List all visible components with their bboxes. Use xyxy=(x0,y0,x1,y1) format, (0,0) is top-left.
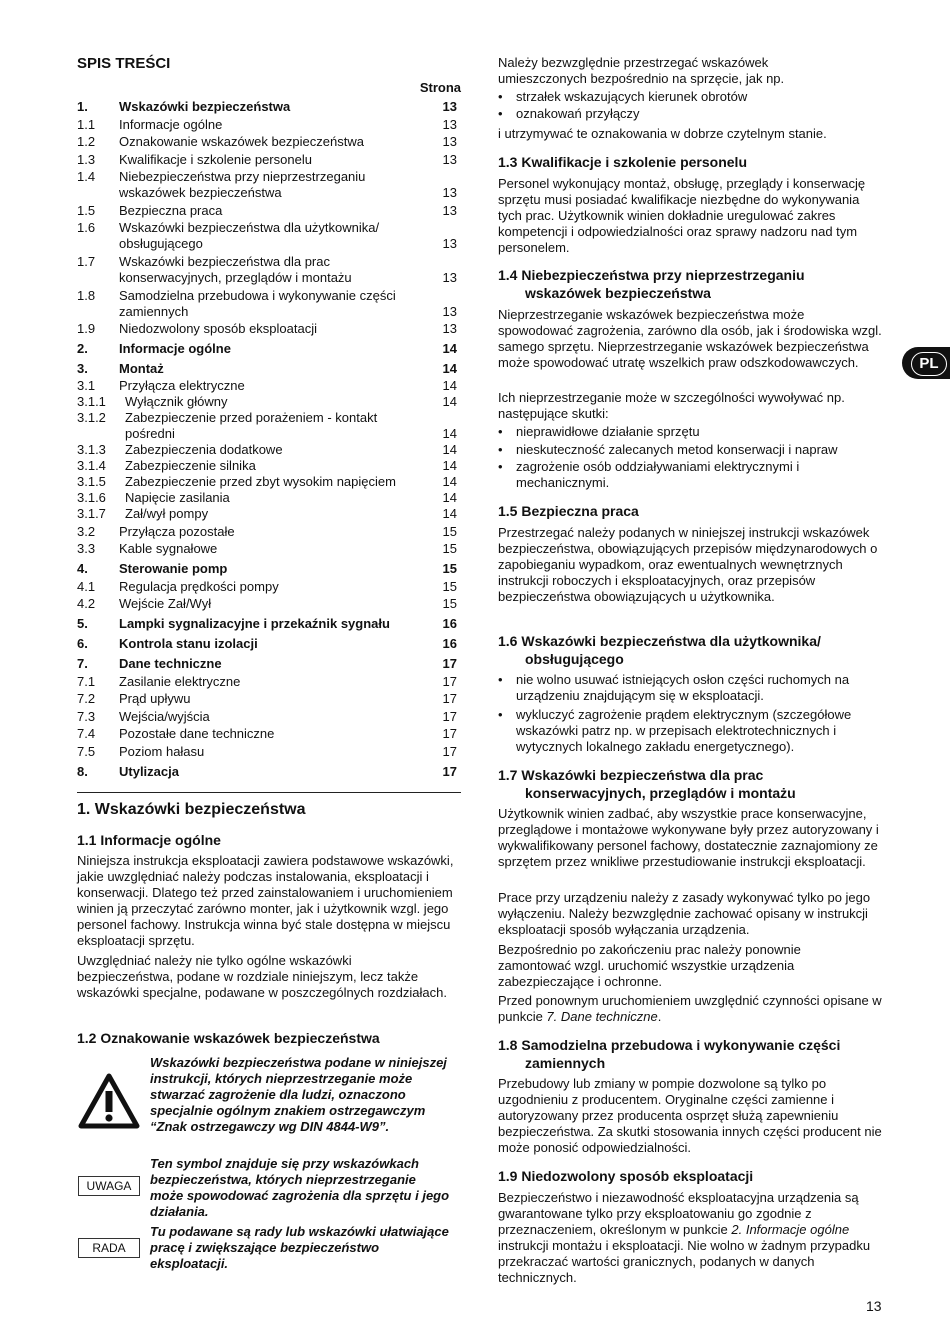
toc-entry-page: 14 xyxy=(442,341,457,356)
toc-entry xyxy=(77,561,461,577)
toc-entry-number: 8. xyxy=(77,764,88,779)
intro-bullet-1: • strzałek wskazujących kierunek obrotów xyxy=(498,89,876,105)
section-1-4-title-line-2: wskazówek bezpieczeństwa xyxy=(525,285,711,301)
toc-entry-text: Wskazówki bezpieczeństwa dla prac konserwacyjnych, przeglądów i montażu xyxy=(119,254,352,285)
toc-entry-text: Przyłącza elektryczne xyxy=(119,378,245,393)
rada-label: RADA xyxy=(78,1238,140,1258)
toc-entry-page: 13 xyxy=(442,270,457,285)
toc-entry-page: 13 xyxy=(442,236,457,251)
warning-note: Wskazówki bezpieczeństwa podane w niniejszej instrukcji, których nieprzestrzeganie może stwarzać zagrożenie dla ludzi, oznaczono specjalnie ogólnym znakiem ostrzegawczym “Znak ostrzegawczy wg DIN 4844-W9”. xyxy=(150,1055,447,1134)
toc-entry-text: Wskazówki bezpieczeństwa dla użytkownika/ obsługującego xyxy=(119,220,380,251)
section-1-7-title-line-2: konserwacyjnych, przeglądów i montażu xyxy=(525,785,796,801)
toc-entry xyxy=(77,616,461,632)
toc-entry-text: Dane techniczne xyxy=(119,656,222,671)
toc-entry-number: 3.2 xyxy=(77,524,96,539)
toc-entry xyxy=(77,394,461,410)
toc-entry-page: 14 xyxy=(442,458,457,473)
toc-entry-page: 13 xyxy=(442,117,457,132)
toc-entry-number: 4.2 xyxy=(77,596,96,611)
toc-entry-number: 1.6 xyxy=(77,220,96,235)
toc-entry-page: 17 xyxy=(442,764,457,779)
toc-entry-text: Zabezpieczenie przed zbyt wysokim napięciem xyxy=(125,474,396,489)
toc-entry-number: 3.1.2 xyxy=(77,410,106,425)
toc-entry-number: 3.1 xyxy=(77,378,96,393)
toc-entry xyxy=(77,99,461,115)
toc-entry-text: Zał/wył pompy xyxy=(125,506,209,521)
toc-entry xyxy=(77,674,461,690)
toc-entry-number: 1.1 xyxy=(77,117,96,132)
toc-entry-page: 14 xyxy=(442,490,457,505)
toc-entry-page: 14 xyxy=(442,506,457,521)
toc-entry-page: 13 xyxy=(442,99,457,114)
toc-entry-number: 3.3 xyxy=(77,541,96,556)
toc-entry-page: 14 xyxy=(442,361,457,376)
toc-entry-number: 3.1.3 xyxy=(77,442,106,457)
toc-entry-text: Utylizacja xyxy=(119,764,179,779)
section-1-title: 1. Wskazówki bezpieczeństwa xyxy=(77,801,306,818)
toc-entry-text: Wejścia/wyjścia xyxy=(119,709,210,724)
toc-entry xyxy=(77,410,461,442)
toc-entry-text: Samodzielna przebudowa i wykonywanie części zamiennych xyxy=(119,288,396,319)
toc-entry-number: 3. xyxy=(77,361,88,376)
toc-entry-text: Informacje ogólne xyxy=(119,117,223,132)
section-1-8-title-line-1: 1.8 Samodzielna przebudowa i wykonywanie części xyxy=(498,1037,841,1053)
toc-entry xyxy=(77,203,461,219)
toc-entry-page: 17 xyxy=(442,709,457,724)
toc-entry-page: 13 xyxy=(442,134,457,149)
toc-entry-text: Oznakowanie wskazówek bezpieczeństwa xyxy=(119,134,364,149)
toc-entry xyxy=(77,709,461,725)
section-1-9-ref: 2. Informacje ogólne xyxy=(731,1222,850,1237)
toc-entry-text: Informacje ogólne xyxy=(119,341,231,356)
toc-entry-number: 7.4 xyxy=(77,726,96,741)
section-1-2-title: 1.2 Oznakowanie wskazówek bezpieczeństwa xyxy=(77,1030,380,1046)
toc-entry-number: 1.2 xyxy=(77,134,96,149)
section-1-9-title: 1.9 Niedozwolony sposób eksploatacji xyxy=(498,1168,754,1184)
toc-entry-page: 14 xyxy=(442,474,457,489)
toc-entry xyxy=(77,490,461,506)
section-1-8-title-line-2: zamiennych xyxy=(525,1055,606,1071)
toc-entry-text: Pozostałe dane techniczne xyxy=(119,726,275,741)
toc-entry-text: Bezpieczna praca xyxy=(119,203,223,218)
toc-entry xyxy=(77,596,461,612)
language-tab-label: PL xyxy=(911,352,947,376)
toc-entry-number: 1.4 xyxy=(77,169,96,184)
section-1-7-paragraph-4-end: . xyxy=(657,1009,662,1024)
section-1-5-title: 1.5 Bezpieczna praca xyxy=(498,503,639,519)
toc-entry-number: 3.1.5 xyxy=(77,474,106,489)
toc-entry-page: 16 xyxy=(442,636,457,651)
toc-entry-number: 1.7 xyxy=(77,254,96,269)
toc-entry-page: 17 xyxy=(442,744,457,759)
toc-entry xyxy=(77,541,461,557)
section-1-4-title-line-1: 1.4 Niebezpieczeństwa przy nieprzestrzeganiu xyxy=(498,267,805,283)
rada-note: Tu podawane są rady lub wskazówki ułatwiające pracę i zwiększające bezpieczeństwo eksploatacji. xyxy=(150,1224,449,1271)
section-1-9-paragraph xyxy=(498,1190,883,1286)
toc-entry-page: 15 xyxy=(442,561,457,576)
section-1-3-paragraph: Personel wykonujący montaż, obsługę, przeglądy i konserwację sprzętu musi posiadać kwalifikacje niezbędne do wykonywania tych prac. Użytkownik winien dokładnie uregulować zakres kompetencji i odpowiedzialności oraz sprawy nadzoru nad tym personelem. xyxy=(498,176,866,255)
toc-entry xyxy=(77,117,461,133)
toc-entry xyxy=(77,691,461,707)
toc-entry-number: 1.8 xyxy=(77,288,96,303)
toc-entry xyxy=(77,442,461,458)
section-1-7-paragraph-2: Prace przy urządzeniu należy z zasady wykonywać tylko po jego wyłączeniu. Należy bezwzględnie zachować opisany w instrukcji eksploatacji sposób wyłączania urządzenia. xyxy=(498,890,871,937)
toc-entry-text: Niebezpieczeństwa przy nieprzestrzeganiu wskazówek bezpieczeństwa xyxy=(119,169,366,200)
section-1-7-paragraph-4-ref: 7. Dane techniczne xyxy=(546,1009,658,1024)
toc-entry-text: Prąd upływu xyxy=(119,691,191,706)
section-1-9-text: Bezpieczeństwo i niezawodność eksploatacyjna urządzenia są gwarantowane tylko przy eksploatowaniu go zgodnie z przeznaczeniem, określonym w punkcie xyxy=(498,1190,859,1237)
section-1-4-paragraph-1: Nieprzestrzeganie wskazówek bezpieczeństwa może spowodować zagrożenia, zarówno dla osób, jak i środowiska wzgl. samego sprzętu. Nieprzestrzeganie wskazówek bezpieczeństwa może spowodować utratę wszelkich praw odszkodowawczych. xyxy=(498,307,882,370)
toc-entry-page: 16 xyxy=(442,616,457,631)
toc-entry-text: Przyłącza pozostałe xyxy=(119,524,235,539)
toc-entry xyxy=(77,458,461,474)
intro-paragraph-2: i utrzymywać te oznakowania w dobrze czytelnym stanie. xyxy=(498,126,827,141)
toc-entry xyxy=(77,169,461,201)
section-1-6-title-line-2: obsługującego xyxy=(525,651,624,667)
toc-entry-text: Lampki sygnalizacyjne i przekaźnik sygnału xyxy=(119,616,390,631)
section-1-7-title-line-1: 1.7 Wskazówki bezpieczeństwa dla prac xyxy=(498,767,764,783)
toc-entry-number: 3.1.1 xyxy=(77,394,106,409)
toc-entry-number: 7.1 xyxy=(77,674,96,689)
section-1-4-paragraph-2: Ich nieprzestrzeganie może w szczególności wywoływać np. następujące skutki: xyxy=(498,390,845,421)
toc-entry xyxy=(77,506,461,522)
section-1-6-bullet-2: • wykluczyć zagrożenie prądem elektrycznym (szczegółowe wskazówki patrz np. w przepisach elektrotechnicznych i wytycznych lokalnego zakładu energetycznego). xyxy=(498,707,883,755)
section-1-9-text-end: instrukcji montażu i eksploatacji. Nie wolno w żadnym przypadku przekraczać wartości granicznych, podanych w danych technicznych. xyxy=(498,1238,871,1285)
toc-entry-page: 15 xyxy=(442,524,457,539)
section-1-8-paragraph: Przebudowy lub zmiany w pompie dozwolone są tylko po uzgodnieniu z producentem. Oryginalne części zamienne i autoryzowany przez producenta osprzęt służą zapewnieniu bezpieczeństwa. Za skutki stosowania innych części producent nie może ponosić odpowiedzialności. xyxy=(498,1076,882,1155)
uwaga-note: Ten symbol znajduje się przy wskazówkach bezpieczeństwa, których nieprzestrzeganie może spowodować zagrożenia dla sprzętu i jego działania. xyxy=(150,1156,450,1219)
warning-triangle-icon xyxy=(78,1073,140,1129)
toc-entry-page: 13 xyxy=(442,185,457,200)
section-1-1-paragraph-1: Niniejsza instrukcja eksploatacji zawiera podstawowe wskazówki, jakie uwzględniać należy podczas instalowania, eksploatacji i konserwacji. Dlatego też przed zainstalowaniem i uruchomieniem winien ją przeczytać zarówno monter, jak i użytkownik wzgl. jego personel fachowy. Instrukcja winna być stale dostępna w miejscu eksploatacji sprzętu. xyxy=(77,853,454,948)
toc-entry-number: 6. xyxy=(77,636,88,651)
section-1-6-title-line-1: 1.6 Wskazówki bezpieczeństwa dla użytkownika/ xyxy=(498,633,821,649)
toc-entry-number: 3.1.6 xyxy=(77,490,106,505)
toc-entry-number: 1.9 xyxy=(77,321,96,336)
toc-entry-text: Wejście Zał/Wył xyxy=(119,596,212,611)
toc-entry-number: 2. xyxy=(77,341,88,356)
toc-entry-number: 4.1 xyxy=(77,579,96,594)
toc-entry-text: Sterowanie pomp xyxy=(119,561,228,576)
toc-entry-page: 15 xyxy=(442,579,457,594)
divider xyxy=(77,792,461,793)
intro-paragraph: Należy bezwzględnie przestrzegać wskazówek umieszczonych bezpośrednio na sprzęcie, jak np. xyxy=(498,55,785,86)
toc-entry-text: Zabezpieczenia dodatkowe xyxy=(125,442,283,457)
toc-entry xyxy=(77,361,461,377)
toc-entry-number: 1.3 xyxy=(77,152,96,167)
toc-entry xyxy=(77,134,461,150)
toc-entry-page: 13 xyxy=(442,321,457,336)
toc-entry-number: 5. xyxy=(77,616,88,631)
toc-entry-page: 14 xyxy=(442,426,457,441)
toc-entry-text: Regulacja prędkości pompy xyxy=(119,579,279,594)
toc-entry-number: 1.5 xyxy=(77,203,96,218)
toc-page-header: Strona xyxy=(419,80,461,95)
toc-entry-number: 7.2 xyxy=(77,691,96,706)
toc-entry-text: Wyłącznik główny xyxy=(125,394,228,409)
toc-entry xyxy=(77,636,461,652)
toc-entry-page: 14 xyxy=(442,394,457,409)
toc-entry-text: Napięcie zasilania xyxy=(125,490,230,505)
toc-entry xyxy=(77,254,461,286)
section-1-4-bullet-2: • nieskuteczność zalecanych metod konserwacji i napraw xyxy=(498,442,883,458)
section-1-7-paragraph-4-text: Przed ponownym uruchomieniem uwzględnić czynności opisane w punkcie xyxy=(498,993,882,1024)
toc-entry-page: 13 xyxy=(442,304,457,319)
toc-entry xyxy=(77,764,461,780)
toc-entry xyxy=(77,288,461,320)
toc-entry-number: 7.5 xyxy=(77,744,96,759)
toc-entry-page: 17 xyxy=(442,691,457,706)
toc-entry-text: Montaż xyxy=(119,361,164,376)
toc-entry xyxy=(77,152,461,168)
toc-entry xyxy=(77,220,461,252)
toc-entry-number: 7. xyxy=(77,656,88,671)
toc-entry-page: 17 xyxy=(442,656,457,671)
toc-entry xyxy=(77,341,461,357)
toc-entry-text: Poziom hałasu xyxy=(119,744,205,759)
toc-entry-text: Zabezpieczenie przed porażeniem - kontakt pośredni xyxy=(125,410,378,441)
toc-entry-number: 3.1.4 xyxy=(77,458,106,473)
toc-entry xyxy=(77,579,461,595)
section-1-4-bullet-1: • nieprawidłowe działanie sprzętu xyxy=(498,424,883,440)
toc-entry-page: 13 xyxy=(442,152,457,167)
toc-entry xyxy=(77,378,461,394)
intro-bullet-2: • oznakowań przyłączy xyxy=(498,106,876,122)
toc-entry-number: 7.3 xyxy=(77,709,96,724)
toc-entry xyxy=(77,726,461,742)
toc-entry-text: Wskazówki bezpieczeństwa xyxy=(119,99,291,114)
toc-entry-number: 1. xyxy=(77,99,88,114)
toc-title: SPIS TREŚCI xyxy=(77,55,171,72)
section-1-1-paragraph-2: Uwzględniać należy nie tylko ogólne wskazówki bezpieczeństwa, podane w rozdziale niniejszym, lecz także wskazówki specjalne, podawane w poszczególnych rozdziałach. xyxy=(77,953,447,1000)
section-1-5-paragraph: Przestrzegać należy podanych w niniejszej instrukcji wskazówek bezpieczeństwa, obowiązujących przepisów międzynarodowych o zapobieganiu wypadkom, oraz ewentualnych wewnętrznych instrukcji roboczych i eksploatacyjnych, oraz przepisów bezpieczeństwa obowiązujących u użytkownika. xyxy=(498,525,878,604)
uwaga-label: UWAGA xyxy=(78,1176,140,1196)
toc-entry-page: 17 xyxy=(442,674,457,689)
section-1-7-paragraph-3: Bezpośrednio po zakończeniu prac należy ponownie zamontować wzgl. uruchomić wszystkie urządzenia zabezpieczające i ochronne. xyxy=(498,942,801,989)
toc-entry-page: 14 xyxy=(442,378,457,393)
section-1-1-title: 1.1 Informacje ogólne xyxy=(77,832,221,848)
toc-entry-page: 14 xyxy=(442,442,457,457)
toc-entry-text: Kontrola stanu izolacji xyxy=(119,636,258,651)
section-1-3-title: 1.3 Kwalifikacje i szkolenie personelu xyxy=(498,154,747,170)
toc-entry-page: 13 xyxy=(442,203,457,218)
section-1-7-paragraph-4 xyxy=(498,993,883,1025)
toc-entry-number: 3.1.7 xyxy=(77,506,106,521)
toc-entry xyxy=(77,474,461,490)
section-1-4-bullet-3: • zagrożenie osób oddziaływaniami elektrycznymi i mechanicznymi. xyxy=(498,459,846,491)
toc-entry-text: Niedozwolony sposób eksploatacji xyxy=(119,321,318,336)
toc-entry xyxy=(77,321,461,337)
toc-entry xyxy=(77,744,461,760)
page-number: 13 xyxy=(866,1298,882,1314)
section-1-6-bullet-1: • nie wolno usuwać istniejących osłon części ruchomych na urządzeniu znajdującym się w eksploatacji. xyxy=(498,672,883,704)
toc-entry-number: 4. xyxy=(77,561,88,576)
toc-entry-text: Kwalifikacje i szkolenie personelu xyxy=(119,152,312,167)
toc-entry-text: Kable sygnałowe xyxy=(119,541,218,556)
toc-entry-page: 17 xyxy=(442,726,457,741)
section-1-7-paragraph-1: Użytkownik winien zadbać, aby wszystkie prace konserwacyjne, przeglądowe i montażowe wykonywane były przez autoryzowany i wykwalifikowany personel fachowy, dostatecznie zaznajomiony ze sprzętem przez wnikliwe przestudiowanie instrukcji eksploatacji. xyxy=(498,806,879,869)
toc-entry xyxy=(77,524,461,540)
toc-entry-text: Zabezpieczenie silnika xyxy=(125,458,256,473)
toc-entry-text: Zasilanie elektryczne xyxy=(119,674,241,689)
toc-entry-page: 15 xyxy=(442,596,457,611)
toc-entry-page: 15 xyxy=(442,541,457,556)
toc-entry xyxy=(77,656,461,672)
